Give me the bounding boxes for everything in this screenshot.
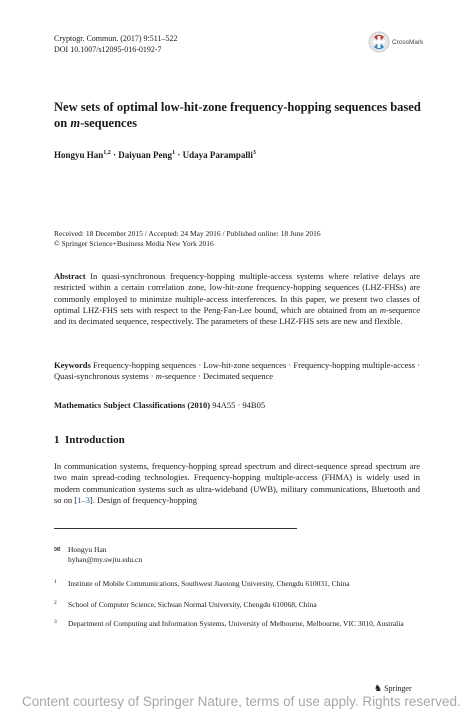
corresponding-author-name: Hongyu Han — [68, 545, 107, 554]
footnote-divider — [54, 528, 297, 529]
affiliation-text: School of Computer Science, Sichuan Normal University, Chengdu 610068, China — [68, 600, 317, 609]
citation-link[interactable]: 1–3 — [77, 494, 90, 505]
author-name[interactable]: Udaya Parampalli — [182, 150, 253, 160]
history-dates: Received: 18 December 2015 / Accepted: 24 May 2016 / Published online: 18 June 2016 — [54, 229, 321, 238]
author-affiliation-marker: 1,2 — [103, 150, 111, 156]
author-affiliation-marker: 1 — [172, 150, 176, 156]
affiliation-number: 1 — [54, 579, 57, 585]
author-name[interactable]: Hongyu Han — [54, 150, 104, 160]
crossmark-badge[interactable] — [368, 31, 458, 59]
section-title: Introduction — [65, 434, 125, 446]
crossmark-label: CrossMark — [392, 39, 424, 46]
copyright-notice: © Springer Science+Business Media New York 2016 — [54, 239, 214, 248]
author-affiliation-marker: 3 — [252, 150, 256, 156]
affiliation-number: 2 — [54, 600, 57, 606]
affiliation-text: Institute of Mobile Communications, Southwest Jiaotong University, Chengdu 610031, China — [68, 579, 350, 588]
author-list: Hongyu Han$^{1,2}$ · Daiyuan Peng$^1$ · Udaya Parampalli$^3$ — [54, 150, 256, 160]
abstract-label: Abstract — [54, 271, 86, 281]
intro-paragraph: In communication systems, frequency-hopping spread spectrum and direct-sequence spread spectrum are two main spread-coding technologies. Frequency-hopping multiple-access (FHMA) is widely used in modern communication systems such as ultra-wideband (UWB), military communications, Bluetooth and so on [1–3]. Design of frequency-hopping — [54, 461, 420, 505]
subject-classifications — [54, 400, 420, 411]
courtesy-watermark: Content courtesy of Springer Nature, terms of use apply. Rights reserved. — [22, 694, 461, 709]
affiliation — [54, 579, 414, 589]
abstract: Abstract In quasi-synchronous frequency-hopping multiple-access systems where relative delays are restricted within a certain correlation zone, low-hit-zone frequency-hopping sequences (LHZ-FHSs) are commonly employed to minimize multiple-access interferences. In this paper, we present two classes of optimal LHZ-FHS sets with respect to the Peng-Fan-Lee bound, which are obtained from an m-sequence and its decimated sequence, respectively. The parameters of these LHZ-FHS sets are new and flexible. — [54, 271, 420, 327]
springer-horse-icon: ♞ — [374, 684, 383, 694]
journal-doi[interactable]: DOI 10.1007/s12095-016-0192-7 — [54, 45, 162, 54]
springer-label: Springer — [384, 684, 412, 693]
msc-codes: 94A55 · 94B05 — [212, 400, 266, 410]
journal-citation: Cryptogr. Commun. (2017) 9:511–522 — [54, 34, 178, 43]
publication-dates — [54, 229, 434, 249]
affiliation-number: 3 — [54, 619, 57, 625]
corresponding-author — [54, 545, 142, 565]
springer-logo — [374, 684, 412, 694]
msc-label: Mathematics Subject Classifications (2010) — [54, 400, 211, 410]
keywords-label: Keywords — [54, 360, 91, 370]
affiliation — [54, 619, 414, 629]
envelope-icon: ✉ — [54, 545, 61, 554]
affiliation-text: Department of Computing and Information Systems, University of Melbourne, Melbourne, VIC 3010, Australia — [68, 619, 404, 628]
crossmark-icon — [368, 31, 390, 53]
section-number: 1 — [54, 434, 60, 446]
affiliation — [54, 600, 414, 610]
corresponding-author-email[interactable]: hyhan@my.swjtu.edu.cn — [68, 555, 143, 564]
section-heading — [54, 434, 125, 446]
keywords: Keywords Frequency-hopping sequences · Low-hit-zone sequences · Frequency-hopping multiple-access · Quasi-synchronous systems · m-sequence · Decimated sequence — [54, 360, 421, 382]
paper-title: New sets of optimal low-hit-zone frequency-hopping sequences based on m-sequences — [54, 100, 421, 130]
journal-info — [54, 33, 177, 55]
author-name[interactable]: Daiyuan Peng — [118, 150, 173, 160]
